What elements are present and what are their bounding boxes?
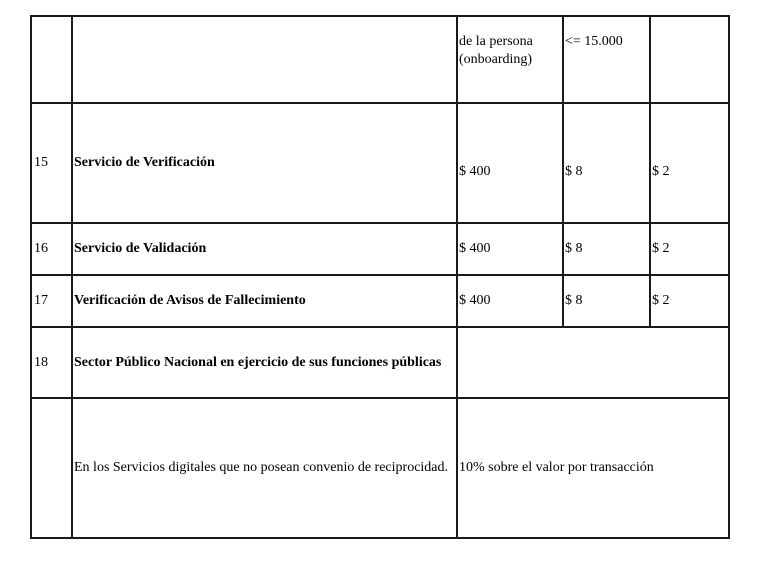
merged-price-cell <box>457 327 729 398</box>
table-row <box>31 398 729 538</box>
table-row <box>31 103 729 223</box>
price-cell: $ 8 <box>563 275 650 327</box>
threshold-cell: <= 15.000 <box>563 16 650 103</box>
service-name-cell: En los Servicios digitales que no posean convenio de reciprocidad. <box>72 398 457 538</box>
row-number-cell: 17 <box>31 275 72 327</box>
price-cell: $ 2 <box>650 223 729 275</box>
table-row <box>31 16 729 103</box>
price-cell: $ 8 <box>563 103 650 223</box>
price-cell: $ 2 <box>650 275 729 327</box>
table-row <box>31 327 729 398</box>
tariff-table <box>30 15 730 539</box>
table-row <box>31 275 729 327</box>
service-name-cell: Verificación de Avisos de Fallecimiento <box>72 275 457 327</box>
service-name-cell: Servicio de Validación <box>72 223 457 275</box>
price-cell: $ 2 <box>650 103 729 223</box>
row-number-cell <box>31 16 72 103</box>
service-name-cell: Servicio de Verificación <box>72 103 457 223</box>
service-name-cell: Sector Público Nacional en ejercicio de sus funciones públicas <box>72 327 457 398</box>
merged-price-cell: 10% sobre el valor por transacción <box>457 398 729 538</box>
price-cell: $ 400 <box>457 275 563 327</box>
price-cell: $ 400 <box>457 103 563 223</box>
table-row <box>31 223 729 275</box>
empty-cell <box>650 16 729 103</box>
service-name-cell <box>72 16 457 103</box>
row-number-cell: 18 <box>31 327 72 398</box>
row-number-cell: 16 <box>31 223 72 275</box>
price-cell: $ 400 <box>457 223 563 275</box>
row-number-cell: 15 <box>31 103 72 223</box>
onboarding-description-cell: de la persona (onboarding) <box>457 16 563 103</box>
row-number-cell <box>31 398 72 538</box>
price-cell: $ 8 <box>563 223 650 275</box>
